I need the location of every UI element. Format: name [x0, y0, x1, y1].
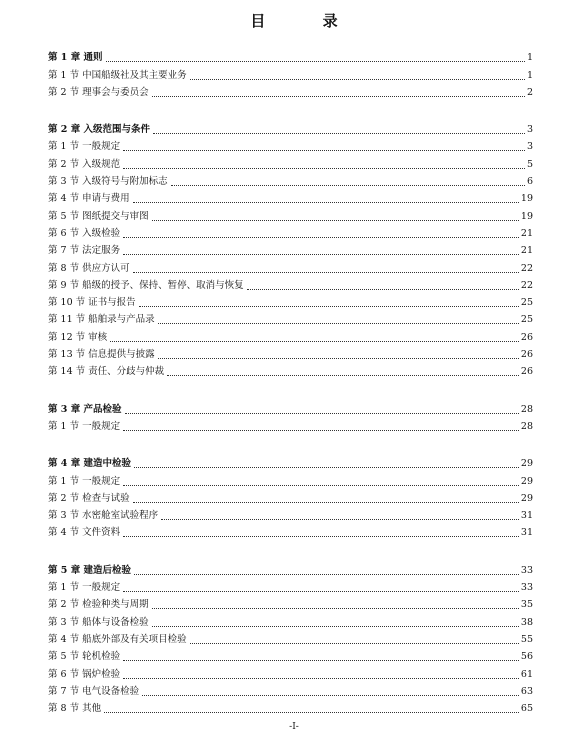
- toc-section-entry[interactable]: [48, 629, 533, 646]
- toc-section-entry-label: 第 8 节 供应方认可: [48, 262, 130, 274]
- dot-leader: [153, 132, 525, 134]
- toc-section-entry-page-number: 31: [520, 510, 533, 522]
- toc-section-entry-label: 第 2 节 理事会与委员会: [48, 86, 149, 98]
- toc-section-entry-page-number: 22: [520, 262, 533, 274]
- toc-chapter-block: [48, 559, 533, 715]
- dot-leader: [133, 201, 519, 203]
- dot-leader: [139, 305, 519, 307]
- toc-section-entry-label: 第 3 节 水密舱室试验程序: [48, 510, 159, 522]
- dot-leader: [152, 625, 519, 627]
- dot-leader: [123, 590, 519, 592]
- toc-section-entry-page-number: 33: [520, 582, 533, 594]
- toc-section-entry-label: 第 3 节 入级符号与附加标志: [48, 176, 168, 188]
- toc-chapter-entry-page-number: 33: [520, 564, 533, 576]
- toc-chapter-entry[interactable]: [48, 398, 533, 415]
- toc-section-entry-page-number: 5: [526, 158, 533, 170]
- toc-chapter-entry[interactable]: [48, 119, 533, 136]
- toc-section-entry[interactable]: [48, 681, 533, 698]
- toc-chapter-entry-label: 第 4 章 建造中检验: [48, 458, 132, 470]
- dot-leader: [123, 253, 519, 255]
- toc-section-entry[interactable]: [48, 240, 533, 257]
- toc-section-entry-label: 第 1 节 一般规定: [48, 420, 121, 432]
- toc-chapter-entry-label: 第 5 章 建造后检验: [48, 564, 132, 576]
- dot-leader: [158, 357, 519, 359]
- toc-chapter-block: [48, 453, 533, 539]
- toc-section-entry-label: 第 5 节 轮机检验: [48, 651, 121, 663]
- toc-section-entry-label: 第 8 节 其他: [48, 703, 102, 715]
- toc-section-entry-page-number: 63: [520, 685, 533, 697]
- toc-section-entry-page-number: 29: [520, 492, 533, 504]
- dot-leader: [158, 322, 519, 324]
- toc-section-entry-page-number: 1: [526, 69, 533, 81]
- toc-section-entry[interactable]: [48, 223, 533, 240]
- toc-section-entry-page-number: 2: [526, 86, 533, 98]
- toc-section-entry-label: 第 2 节 检验种类与周期: [48, 599, 149, 611]
- toc-section-entry-page-number: 19: [520, 193, 533, 205]
- toc-section-entry-label: 第 7 节 法定服务: [48, 245, 121, 257]
- toc-section-entry-page-number: 21: [520, 245, 533, 257]
- toc-chapter-entry[interactable]: [48, 47, 533, 64]
- page-number-footer: -I-: [289, 722, 299, 732]
- dot-leader: [110, 340, 519, 342]
- toc-section-entry[interactable]: [48, 663, 533, 680]
- toc-section-entry[interactable]: [48, 505, 533, 522]
- dot-leader: [125, 412, 519, 414]
- table-of-contents: [48, 47, 533, 735]
- toc-section-entry-page-number: 28: [520, 420, 533, 432]
- toc-section-entry-label: 第 5 节 图纸提交与审图: [48, 210, 149, 222]
- toc-chapter-entry-label: 第 3 章 产品检验: [48, 403, 122, 415]
- toc-section-entry-label: 第 1 节 一般规定: [48, 141, 121, 153]
- toc-chapter-entry[interactable]: [48, 453, 533, 470]
- dot-leader: [123, 236, 519, 238]
- toc-section-entry[interactable]: [48, 577, 533, 594]
- toc-section-entry-page-number: 26: [520, 331, 533, 343]
- toc-section-entry[interactable]: [48, 611, 533, 628]
- toc-section-entry-page-number: 19: [520, 210, 533, 222]
- toc-section-entry-label: 第 12 节 审核: [48, 331, 108, 343]
- toc-chapter-entry-label: 第 1 章 通则: [48, 52, 103, 64]
- toc-section-entry[interactable]: [48, 326, 533, 343]
- toc-chapter-entry-page-number: 1: [526, 52, 533, 64]
- toc-section-entry-label: 第 2 节 入级规范: [48, 158, 121, 170]
- toc-chapter-entry-page-number: 29: [520, 458, 533, 470]
- toc-chapter-entry-label: 第 2 章 入级范围与条件: [48, 124, 151, 136]
- toc-chapter-block: [48, 398, 533, 433]
- dot-leader: [152, 219, 519, 221]
- toc-section-entry-page-number: 31: [520, 527, 533, 539]
- dot-leader: [123, 149, 525, 151]
- toc-section-entry-label: 第 7 节 电气设备检验: [48, 685, 140, 697]
- toc-section-entry-label: 第 4 节 船底外部及有关项目检验: [48, 633, 187, 645]
- toc-section-entry[interactable]: [48, 361, 533, 378]
- dot-leader: [123, 535, 519, 537]
- dot-leader: [123, 167, 525, 169]
- dot-leader: [133, 271, 519, 273]
- toc-section-entry-page-number: 26: [520, 349, 533, 361]
- toc-section-entry-page-number: 35: [520, 599, 533, 611]
- dot-leader: [167, 374, 519, 376]
- dot-leader: [134, 573, 519, 575]
- toc-section-entry-label: 第 1 节 一般规定: [48, 475, 121, 487]
- dot-leader: [123, 677, 519, 679]
- toc-section-entry[interactable]: [48, 136, 533, 153]
- dot-leader: [104, 711, 519, 713]
- toc-section-entry-label: 第 10 节 证书与报告: [48, 297, 136, 309]
- toc-section-entry[interactable]: [48, 522, 533, 539]
- dot-leader: [134, 466, 519, 468]
- toc-section-entry-page-number: 65: [520, 703, 533, 715]
- toc-section-entry-page-number: 21: [520, 227, 533, 239]
- toc-section-entry-label: 第 4 节 申请与费用: [48, 193, 130, 205]
- toc-chapter-entry-page-number: 3: [526, 124, 533, 136]
- dot-leader: [133, 501, 519, 503]
- dot-leader: [152, 607, 519, 609]
- toc-section-entry[interactable]: [48, 171, 533, 188]
- toc-chapter-block: [48, 119, 533, 378]
- dot-leader: [161, 518, 519, 520]
- dot-leader: [123, 429, 519, 431]
- toc-section-entry-page-number: 38: [520, 616, 533, 628]
- toc-section-entry[interactable]: [48, 344, 533, 361]
- toc-section-entry[interactable]: [48, 292, 533, 309]
- toc-section-entry[interactable]: [48, 309, 533, 326]
- toc-section-entry[interactable]: [48, 698, 533, 715]
- toc-section-entry[interactable]: [48, 646, 533, 663]
- dot-leader: [106, 60, 525, 62]
- toc-section-entry-label: 第 2 节 检查与试验: [48, 492, 130, 504]
- toc-chapter-entry[interactable]: [48, 559, 533, 576]
- toc-section-entry[interactable]: [48, 488, 533, 505]
- dot-leader: [142, 694, 519, 696]
- toc-section-entry-page-number: 22: [520, 279, 533, 291]
- toc-section-entry[interactable]: [48, 205, 533, 222]
- toc-section-entry-label: 第 13 节 信息提供与披露: [48, 349, 155, 361]
- toc-section-entry[interactable]: [48, 470, 533, 487]
- dot-leader: [152, 95, 525, 97]
- toc-section-entry-page-number: 3: [526, 141, 533, 153]
- dot-leader: [171, 184, 525, 186]
- toc-section-entry-page-number: 25: [520, 314, 533, 326]
- toc-section-entry[interactable]: [48, 188, 533, 205]
- dot-leader: [123, 659, 519, 661]
- toc-section-entry-page-number: 61: [520, 668, 533, 680]
- toc-section-entry[interactable]: [48, 594, 533, 611]
- toc-chapter-block: [48, 47, 533, 99]
- toc-section-entry-label: 第 4 节 文件资料: [48, 527, 121, 539]
- toc-section-entry[interactable]: [48, 153, 533, 170]
- toc-section-entry-label: 第 9 节 船级的授予、保持、暂停、取消与恢复: [48, 279, 244, 291]
- toc-section-entry-label: 第 11 节 船舶录与产品录: [48, 314, 155, 326]
- toc-section-entry-label: 第 1 节 一般规定: [48, 582, 121, 594]
- toc-section-entry[interactable]: [48, 416, 533, 433]
- dot-leader: [247, 288, 519, 290]
- toc-section-entry[interactable]: [48, 275, 533, 292]
- toc-section-entry-label: 第 14 节 责任、分歧与仲裁: [48, 366, 165, 378]
- toc-section-entry[interactable]: [48, 257, 533, 274]
- toc-section-entry-label: 第 6 节 入级检验: [48, 227, 121, 239]
- toc-section-entry-label: 第 6 节 锅炉检验: [48, 668, 121, 680]
- page-title: 目 录: [250, 12, 364, 30]
- dot-leader: [190, 642, 519, 644]
- toc-section-entry-label: 第 1 节 中国船级社及其主要业务: [48, 69, 187, 81]
- toc-section-entry-page-number: 55: [520, 633, 533, 645]
- toc-section-entry-page-number: 6: [526, 176, 533, 188]
- toc-section-entry-page-number: 26: [520, 366, 533, 378]
- toc-section-entry-page-number: 56: [520, 651, 533, 663]
- dot-leader: [123, 484, 519, 486]
- toc-section-entry-label: 第 3 节 船体与设备检验: [48, 616, 149, 628]
- toc-section-entry[interactable]: [48, 82, 533, 99]
- toc-section-entry-page-number: 29: [520, 475, 533, 487]
- dot-leader: [190, 78, 525, 80]
- toc-chapter-entry-page-number: 28: [520, 403, 533, 415]
- toc-section-entry[interactable]: [48, 64, 533, 81]
- toc-section-entry-page-number: 25: [520, 297, 533, 309]
